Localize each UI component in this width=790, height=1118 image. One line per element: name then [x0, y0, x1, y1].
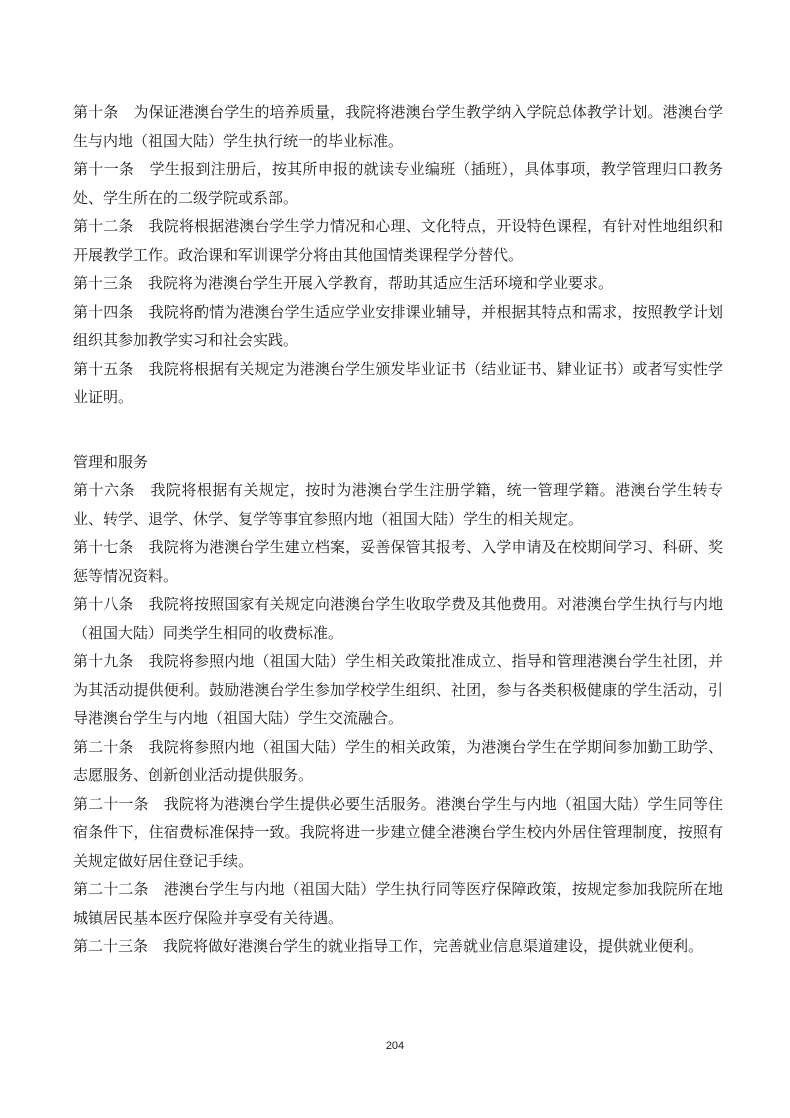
article-12: 第十二条 我院将根据港澳台学生学力情况和心理、文化特点，开设特色课程，有针对性地组织和开展教学工作。政治课和军训课学分将由其他国情类课程学分替代。: [73, 217, 723, 264]
article-10: 第十条 为保证港澳台学生的培养质量，我院将港澳台学生教学纳入学院总体教学计划。港澳台学生与内地（祖国大陆）学生执行统一的毕业标准。: [73, 103, 723, 150]
article-18: 第十八条 我院将按照国家有关规定向港澳台学生收取学费及其他费用。对港澳台学生执行与内地（祖国大陆）同类学生相同的收费标准。: [73, 595, 723, 642]
article-22: 第二十二条 港澳台学生与内地（祖国大陆）学生执行同等医疗保障政策，按规定参加我院所在地城镇居民基本医疗保险并享受有关待遇。: [73, 880, 723, 927]
article-16: 第十六条 我院将根据有关规定，按时为港澳台学生注册学籍，统一管理学籍。港澳台学生转专业、转学、退学、休学、复学等事宜参照内地（祖国大陆）学生的相关规定。: [73, 481, 723, 528]
document-body: [73, 98, 723, 961]
article-23: 第二十三条 我院将做好港澳台学生的就业指导工作，完善就业信息渠道建设，提供就业便利。: [73, 937, 704, 955]
article-15: 第十五条 我院将根据有关规定为港澳台学生颁发毕业证书（结业证书、肄业证书）或者写实性学业证明。: [73, 359, 723, 406]
section-heading: 管理和服务: [73, 452, 149, 471]
article-14: 第十四条 我院将酌情为港澳台学生适应学业安排课业辅导，并根据其特点和需求，按照教学计划组织其参加教学实习和社会实践。: [73, 302, 723, 349]
page-number: 204: [385, 1040, 405, 1052]
article-11: 第十一条 学生报到注册后，按其所申报的就读专业编班（插班），具体事项，教学管理归口教务处、学生所在的二级学院或系部。: [73, 160, 723, 207]
article-17: 第十七条 我院将为港澳台学生建立档案，妥善保管其报考、入学申请及在校期间学习、科研、奖惩等情况资料。: [73, 538, 723, 585]
article-19: 第十九条 我院将参照内地（祖国大陆）学生相关政策批准成立、指导和管理港澳台学生社团，并为其活动提供便利。鼓励港澳台学生参加学校学生组织、社团，参与各类积极健康的学生活动，引导港澳台学生与内地（祖国大陆）学生交流融合。: [73, 652, 723, 727]
article-20: 第二十条 我院将参照内地（祖国大陆）学生的相关政策，为港澳台学生在学期间参加勤工助学、志愿服务、创新创业活动提供服务。: [73, 737, 723, 784]
article-21: 第二十一条 我院将为港澳台学生提供必要生活服务。港澳台学生与内地（祖国大陆）学生同等住宿条件下，住宿费标准保持一致。我院将进一步建立健全港澳台学生校内外居住管理制度，按照有关规定做好居住登记手续。: [73, 794, 723, 870]
article-13: 第十三条 我院将为港澳台学生开展入学教育，帮助其适应生活环境和学业要求。: [73, 274, 614, 292]
